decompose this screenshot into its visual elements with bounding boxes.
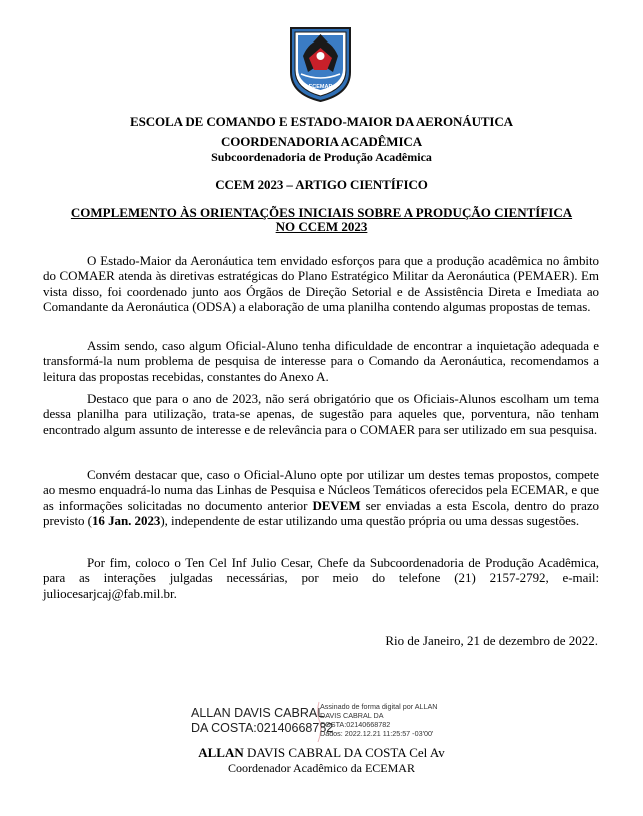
paragraph-4: Convém destacar que, caso o Oficial-Aluno opte por utilizar um destes temas propostos, compete ao mesmo enquadrá-lo numa das Linhas de Pesquisa e Núcleos Temáticos oferecidos pela ECEMAR, e que as informações solicitadas no documento anterior DEVEM ser enviadas a esta Escola, dentro do prazo previsto (16 Jan. 2023), independente de estar utilizando uma questão própria ou uma dessas sugestões.	[43, 467, 599, 529]
document-title-line1: COMPLEMENTO ÀS ORIENTAÇÕES INICIAIS SOBRE A PRODUÇÃO CIENTÍFICA	[70, 205, 573, 220]
signer-role: Coordenador Acadêmico da ECEMAR	[228, 761, 415, 775]
digital-signature-details: Assinado de forma digital por ALLAN DAVIS CABRAL DA COSTA:02140668782 Dados: 2022.12.21 11:25:57 -03'00'	[320, 702, 438, 738]
digital-signature-name: ALLAN DAVIS CABRAL DA COSTA:02140668782	[191, 706, 334, 735]
paragraph-2: Assim sendo, caso algum Oficial-Aluno tenha dificuldade de encontrar a inquietação adequada e transformá-la num problema de pesquisa de interesse para o Comando da Aeronáutica, recomendamos a leitura das propostas recebidas, constantes do Anexo A.	[43, 338, 599, 384]
paragraph-3: Destaco que para o ano de 2023, não será obrigatório que os Oficiais-Alunos escolham um tema dessa planilha para utilização, trata-se apenas, de sugestão para aqueles que, porventura, não tenham encontrado algum assunto de interesse e de relevância para o COMAER para ser utilizado em sua pesquisa.	[43, 391, 599, 437]
document-title-line2: NO CCEM 2023	[275, 219, 368, 234]
document-date: Rio de Janeiro, 21 de dezembro de 2022.	[385, 633, 598, 648]
ecemar-crest-icon	[289, 26, 352, 103]
subcoordination-name: Subcoordenadoria de Produção Acadêmica	[211, 150, 432, 164]
school-name: ESCOLA DE COMANDO E ESTADO-MAIOR DA AERONÁUTICA	[130, 114, 513, 129]
signer-name: ALLAN DAVIS CABRAL DA COSTA Cel Av	[198, 745, 445, 760]
paragraph-5: Por fim, coloco o Ten Cel Inf Julio Cesar, Chefe da Subcoordenadoria de Produção Acadêmica, para as interações julgadas necessárias, por meio do telefone (21) 2157-2792, e-mail: juliocesarjcaj@fab.mil.br.	[43, 555, 599, 601]
paragraph-1: O Estado-Maior da Aeronáutica tem envidado esforços para que a produção acadêmica no âmbito do COMAER atenda às diretivas estratégicas do Plano Estratégico Militar da Aeronáutica (PEMAER). Em vista disso, foi coordenado junto aos Órgãos de Direção Setorial e de Assistência Direta e Imediata ao Comandante da Aeronáutica (ODSA) a elaboração de uma planilha contendo algumas propostas de temas.	[43, 253, 599, 315]
course-title: CCEM 2023 – ARTIGO CIENTÍFICO	[215, 177, 428, 192]
coordination-name: COORDENADORIA ACADÊMICA	[220, 134, 423, 149]
svg-text:ECEMAR: ECEMAR	[308, 84, 333, 90]
